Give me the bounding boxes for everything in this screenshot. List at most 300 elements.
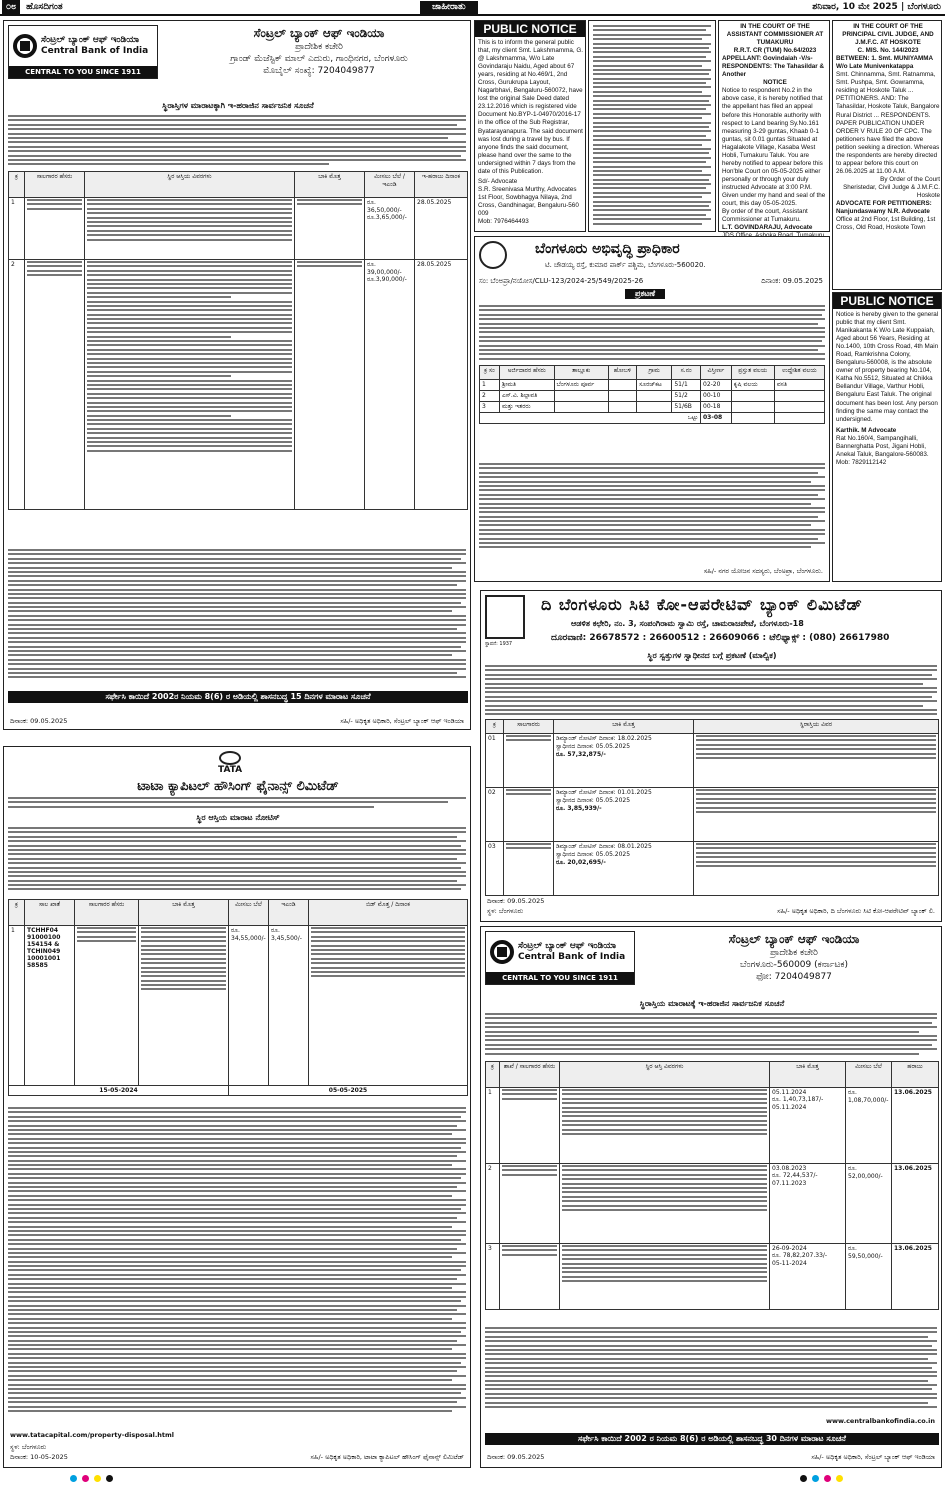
text-line [485, 1384, 937, 1386]
bda-column-header: ವಿಸ್ತೀರ್ಣ [701, 366, 732, 380]
cbi-intro-text [8, 115, 466, 168]
bda-ad [474, 236, 830, 582]
text-line [8, 128, 466, 130]
text-line [87, 349, 292, 351]
text-line [87, 322, 292, 324]
bda-sign: ಸಹಿ/- ನಗರ ಯೋಜನ ಸದಸ್ಯರು, ಬೆಂಅಪ್ರಾ, ಬೆಂಗಳೂರು. [703, 567, 823, 575]
text-line [485, 713, 937, 715]
text-line [8, 137, 448, 139]
text-line [87, 423, 292, 425]
text-line [479, 345, 825, 347]
text-line [479, 331, 825, 333]
text-line [485, 1039, 937, 1041]
bda-column-header: ಉದ್ದೇಶಿತ ವಲಯ [774, 366, 824, 380]
text-line [479, 318, 825, 320]
bda-title: ಬೆಂಗಳೂರು ಅಭಿವೃದ್ಧಿ ಪ್ರಾಧಿಕಾರ [535, 241, 680, 257]
text-line [8, 862, 466, 864]
text-line [485, 674, 932, 676]
tata-notice-title: ಸ್ಥಿರ ಆಸ್ತಿಯ ಮಾರಾಟ ನೋಟಿಸ್ [196, 813, 280, 822]
text-line [485, 1353, 937, 1355]
text-line [8, 1274, 466, 1276]
text-line [87, 270, 292, 272]
text-line [485, 1331, 937, 1333]
bda-subtitle: ಟಿ. ಚೌಡಯ್ಯ ರಸ್ತೆ, ಕುಮಾರ ಪಾರ್ಕ್ ಪಶ್ಚಿಮ, ಬೆಂಗಳೂರು-560020. [545, 261, 706, 269]
text-line [8, 1340, 457, 1342]
text-line [485, 1017, 937, 1019]
cbi-header: ಸೆಂಟ್ರಲ್ ಬ್ಯಾಂಕ್ ಆಫ್ ಇಂಡಿಯಾ ಪ್ರಾದೇಶಿಕ ಕಚೇರಿ ಬೆಂಗಳೂರು-560009 (ಕರ್ನಾಟಕ) ಫೋ: 7204049877 [728, 932, 860, 983]
text-line [479, 327, 825, 329]
registration-dot [800, 1475, 807, 1482]
text-line [485, 1358, 928, 1360]
public-notice-body: This is to inform the general public that, my client Smt. Lakshmamma, G. @ Lakshmamma, W/o Late Govindaraju Naidu, Aged about 67 years, residing at No.469/1, 2nd Cross, Gurukrupa Layout, Nagarbhavi, Bengaluru-560072, have lost the original Sale Deed dated 23.12.2016 which is registered vide Document No.BYP-1-04970/2016-17 in the office of the Sub Registrar, Byatarayanapura. The said document was lost during a travel by bus. If anyone finds the said document, please hand over the same to the undersigned within 7 days from the date of this Publication. Sd/- Advocate S.R. Sreenivasa Murthy, Advocates 1st Floor, Sowbhagya Nilaya, 2nd Cross, Gandhinagar, Bengaluru-560 009 Mob: 7976464493 [478, 39, 583, 226]
tata-logo-icon [219, 751, 241, 765]
text-line [593, 214, 706, 216]
bda-column-header: ಹೋಬಳಿ [608, 366, 636, 380]
text-line [8, 1287, 452, 1289]
text-line [8, 650, 466, 652]
text-line [8, 668, 466, 670]
cbi-logo-english: Central Bank of India [41, 46, 149, 56]
text-line [485, 1375, 937, 1377]
public-notice-title: PUBLIC NOTICE [833, 293, 941, 309]
text-line [8, 163, 329, 165]
text-line [593, 86, 711, 88]
coop-bank-logo-icon [485, 595, 525, 639]
bda-column-header: ಕ್ರ ಸಂ [480, 366, 500, 380]
text-line [8, 610, 452, 612]
text-line [8, 628, 457, 630]
text-line [485, 1345, 932, 1347]
text-line [479, 358, 825, 360]
text-line [87, 384, 292, 386]
text-line [8, 637, 466, 639]
text-line [8, 1335, 466, 1337]
text-line [485, 705, 923, 707]
text-line [593, 60, 711, 62]
text-line [8, 1309, 457, 1311]
table-row: 3 26-09-2024 ರೂ. 78,82,207.33/- 05-11-2024 ರೂ. 59,50,000/- 13.06.2025 [486, 1244, 939, 1310]
text-line [8, 1147, 461, 1149]
tata-date: ದಿನಾಂಕ: 10-05-2025 [10, 1453, 68, 1461]
text-line [8, 1234, 466, 1236]
text-line [8, 858, 457, 860]
text-line [8, 676, 466, 678]
text-line [8, 1327, 466, 1329]
text-line [8, 1248, 457, 1250]
coop-established: ಸ್ಥಾಪನೆ: 1937 [485, 641, 513, 647]
cbi-sign: ಸಹಿ/- ಅಧಿಕೃತ ಅಧಿಕಾರಿ, ಸೆಂಟ್ರಲ್ ಬ್ಯಾಂಕ್ ಆಫ್ ಇಂಡಿಯಾ [811, 1453, 935, 1461]
text-line [8, 1362, 461, 1364]
text-line [8, 124, 457, 126]
registration-dot [824, 1475, 831, 1482]
text-line [8, 150, 466, 152]
text-line [8, 1116, 461, 1118]
tata-table: ಕ್ರ ಸಾಲ ಖಾತೆ ಸಾಲಗಾರರ ಹೆಸರು ಬಾಕಿ ಮೊತ್ತ ಮೀಸಲು ಬೆಲೆ ಇಎಂಡಿ ಬಿಡ್ ಮೊತ್ತ / ದಿನಾಂಕ 1 TCHHF04 91000100 154154 & TCHIN049 10001001 58585 ರೂ. 34,55,000/- ರೂ. 3,45,500/- 15-05-2024 05-05-2025 [8, 899, 468, 1096]
text-line [87, 441, 292, 443]
text-line [593, 95, 711, 97]
text-line [8, 663, 466, 665]
text-line [485, 683, 923, 685]
text-line [593, 161, 706, 163]
text-line [87, 397, 292, 399]
text-line [87, 375, 231, 377]
text-line [8, 1217, 457, 1219]
text-line [8, 646, 461, 648]
cbi-logo [8, 25, 158, 79]
text-line [593, 205, 709, 207]
text-line [593, 152, 709, 154]
text-line [593, 183, 711, 185]
text-line [593, 117, 702, 119]
text-line [593, 38, 702, 40]
text-line [593, 135, 706, 137]
text-line [87, 362, 292, 364]
text-line [87, 292, 292, 294]
text-line [485, 709, 937, 711]
text-line [593, 130, 711, 132]
text-line [8, 845, 461, 847]
public-notice-2: PUBLIC NOTICE Notice is hereby given to the general public that my client Smt. Manikakanta K W/o Late Kuppaiah, Aged about 56 Years, Residing at No.1400, 10th Cross Road, 4th Main Road, Ramkrishna Colony, Bengaluru-560008, is the absolute owner of property bearing No.104, Katha No.5512, Situated at Chikka Bellandur Village, Varthur Hobli, Bengaluru East Taluk. The original document has been lost. Any person finding the same may contact the undersigned. Karthik. M Advocate Rat No.160/4, Sampangihalli, Bannerghatta Post, Jigani Hobli, Anekal Taluk, Bangalore-560083. Mob: 7829112142 [832, 292, 942, 582]
text-line [8, 1151, 466, 1153]
text-line [87, 388, 292, 390]
text-line [87, 380, 292, 382]
text-line [479, 503, 811, 505]
cbi-logo: ಸೆಂಟ್ರಲ್ ಬ್ಯಾಂಕ್ ಆಫ್ ಇಂಡಿಯಾ Central Bank of India CENTRAL TO YOU SINCE 1911 [485, 931, 635, 985]
text-line [8, 584, 457, 586]
text-line [593, 43, 711, 45]
text-line [8, 580, 466, 582]
text-line [485, 665, 937, 667]
text-line [593, 25, 711, 27]
cbi-top-table: ಕ್ರ ಸಾಲಗಾರರ ಹೆಸರು ಸ್ಥಿರ ಆಸ್ತಿಯ ವಿವರಗಳು ಬಾಕಿ ಮೊತ್ತ ಮೀಸಲು ಬೆಲೆ / ಇಎಂಡಿ ಇ-ಹರಾಜು ದಿನಾಂಕ 1 ರೂ. 36,50,000/- ರೂ.3,65,000/- 28.05.2025 2 ರೂ. 39,00,000/- ರೂ.3,90,000/- 28.05.2025 [8, 171, 468, 510]
cbi-logo-icon [13, 34, 37, 58]
registration-dot [812, 1475, 819, 1482]
text-line [485, 1402, 928, 1404]
tata-sign: ಸಹಿ/- ಅಧಿಕೃತ ಅಧಿಕಾರಿ, ಟಾಟಾ ಕ್ಯಾಪಿಟಲ್ ಹೌಸಿಂಗ್ ಫೈನಾನ್ಸ್ ಲಿಮಿಟೆಡ್ [310, 1453, 464, 1461]
text-line [8, 141, 466, 143]
text-line [485, 1022, 932, 1024]
text-line [8, 801, 448, 803]
text-line [8, 619, 466, 621]
table-row: 02 ಡಿಮ್ಯಾಂಡ್ ನೋಟಿಸ್ ದಿನಾಂಕ: 01.01.2025 ಸ್ವಾಧೀನದ ದಿನಾಂಕ: 05.05.2025 ರೂ. 3,85,939/- [486, 788, 939, 842]
court-notice-hoskote: IN THE COURT OF THE PRINCIPAL CIVIL JUDGE, AND J.M.F.C. AT HOSKOTE C. MIS. No. 144/2023 BETWEEN: 1. Smt. MUNIYAMMA W/o Late Munivenkatappa Smt. Chinnamma, Smt. Ratnamma, Smt. Pushpa, Smt. Gowramma, residing at Hoskote Taluk ... PETITIONERS. AND: The Tahasildar, Hoskote Taluk, Bangalore Rural District ... RESPONDENTS. PAPER PUBLICATION UNDER ORDER V RULE 20 OF CPC. The petitioners have filed the above petition seeking a direction. Whereas the respondents are hereby directed to appear before this court on 26.06.2025 at 11.00 A.M. By Order of the Court Sheristedar, Civil Judge & J.M.F.C. Hoskote ADVOCATE FOR PETITIONERS: Nanjundaswamy N.R. Advocate Office at 2nd Floor, 1st Building, 1st Cross, Old Road, Hoskote Town [832, 20, 942, 290]
text-line [8, 659, 466, 661]
text-line [8, 1230, 466, 1232]
text-line [8, 1107, 466, 1109]
text-line [87, 274, 292, 276]
text-line [485, 1013, 937, 1015]
text-line [87, 437, 292, 439]
text-line [593, 78, 711, 80]
text-line [593, 148, 711, 150]
text-line [593, 100, 709, 102]
bda-column-header: ಅರ್ಜಿದಾರರ ಹೆಸರು [499, 366, 554, 380]
tata-capital-ad [3, 746, 471, 1468]
text-line [485, 700, 937, 702]
court-case: C. MIS. No. 144/2023 [857, 47, 919, 55]
text-line [485, 687, 937, 689]
text-line [485, 1031, 919, 1033]
text-line [8, 624, 466, 626]
text-line [8, 654, 452, 656]
text-line [8, 888, 461, 890]
text-line [593, 69, 711, 71]
text-line [593, 108, 706, 110]
text-line [8, 1256, 452, 1258]
text-line [8, 1322, 466, 1324]
newspaper-name: ಹೊಸದಿಗಂತ [26, 2, 63, 12]
text-line [8, 1269, 461, 1271]
text-line [87, 371, 292, 373]
text-line [593, 51, 711, 53]
text-line [87, 353, 292, 355]
registration-dot [94, 1475, 101, 1482]
text-line [8, 1379, 452, 1381]
text-line [8, 836, 457, 838]
text-line [8, 1410, 452, 1412]
text-line [8, 1111, 466, 1113]
text-line [485, 678, 937, 680]
coop-place: ಸ್ಥಳ: ಬೆಂಗಳೂರು [487, 907, 524, 915]
text-line [479, 309, 825, 311]
text-line [87, 358, 292, 360]
text-line [485, 1336, 928, 1338]
text-line [8, 1313, 466, 1315]
text-line [8, 1177, 461, 1179]
bda-column-header: ಸ.ನಂ [672, 366, 701, 380]
table-row: ಒಟ್ಟು 03-08 [480, 413, 825, 424]
text-line [593, 187, 706, 189]
text-line [8, 1384, 466, 1386]
text-line [8, 115, 466, 117]
text-line [8, 871, 466, 873]
text-line [8, 606, 466, 608]
table-row: 1 ಶ್ರೀಮತಿ ಬೆಂಗಳೂರು ಪೂರ್ವ ಸೂರಜ್‌ಕಟ 51/1 02-20 ಕೃಷಿ ವಲಯ ವಸತಿ [480, 380, 825, 391]
text-line [87, 261, 292, 263]
court-notice-tumakuru: IN THE COURT OF THE ASSISTANT COMMISSIONER AT TUMAKURU R.R.T. CR (TUM) No.64/2023 APPELLANT: Govindaiah -V/s- RESPONDENTS: The Tahasildar & Another NOTICE Notice to respondent No.2 in the above case, it is hereby notified that the appellant has filed an appeal before this Honorable authority with respect to Land bearing Sy.No.161 measuring 3-29 guntas, Khaab 0-1 guntas, sit 0.01 guntas Situated at Hagalakote Village, Kasaba West Hobli, Tumakuru Taluk. You are hereby notified to appear before this Hon'ble Court on 05-05-2025 either personally or through your duly instructed Advocate at 3:00 P.M. Given under my hand and seal of the court, this day 05-05-2025. By order of the court, Assistant Commissioner at Tumakuru. L.T. GOVINDARAJU, Advocate [718, 20, 830, 232]
text-line [8, 119, 466, 121]
text-line [8, 1265, 466, 1267]
text-line [8, 806, 374, 808]
cbi-website[interactable]: www.centralbankofindia.co.in [826, 1417, 935, 1425]
text-line [8, 553, 466, 555]
table-row: 01 ಡಿಮ್ಯಾಂಡ್ ನೋಟಿಸ್ ದಿನಾಂಕ: 18.02.2025 ಸ್ವಾಧೀನದ ದಿನಾಂಕ: 05.05.2025 ರೂ. 57,32,875/- [486, 734, 939, 788]
tata-website[interactable]: www.tatacapital.com/property-disposal.html [10, 1431, 175, 1439]
issue-date: ಶನಿವಾರ, 10 ಮೇ 2025 | ಬೆಂಗಳೂರು [812, 2, 941, 12]
text-line [479, 349, 818, 351]
bda-column-header: ಗ್ರಾಮ [637, 366, 672, 380]
text-line [8, 1226, 452, 1228]
text-line [593, 157, 711, 159]
table-row: 3 ಮತ್ತು ಇತರರು 51/6B 00-18 [480, 402, 825, 413]
text-line [87, 327, 292, 329]
bda-column-header: ಪ್ರಸ್ತುತ ವಲಯ [731, 366, 774, 380]
text-line [8, 1305, 466, 1307]
text-line [485, 1367, 932, 1369]
text-line [87, 309, 292, 311]
text-line [485, 1026, 937, 1028]
kannada-notice-small [588, 20, 716, 232]
text-line [479, 516, 818, 518]
text-line [8, 1199, 466, 1201]
text-line [485, 1406, 937, 1408]
text-line [87, 450, 292, 452]
coop-bank-name: ದಿ ಬೆಂಗಳೂರು ಸಿಟಿ ಕೋ-ಆಪರೇಟಿವ್ ಬ್ಯಾಂಕ್ ಲಿಮಿಟೆಡ್ [541, 595, 863, 614]
text-line [8, 1375, 466, 1377]
text-line [8, 1388, 466, 1390]
text-line [87, 265, 292, 267]
cbi-date: ದಿನಾಂಕ: 09.05.2025 [487, 1453, 545, 1461]
text-line [479, 524, 811, 526]
text-line [8, 1129, 466, 1131]
text-line [8, 867, 461, 869]
text-line [8, 632, 466, 634]
text-line [87, 366, 292, 368]
text-line [479, 336, 825, 338]
text-line [8, 571, 466, 573]
text-line [593, 139, 711, 141]
cbi-phone: ಮೊಬೈಲ್ ಸಂಖ್ಯೆ: 7204049877 [263, 66, 375, 77]
cbi-sign: ಸಹಿ/- ಅಧಿಕೃತ ಅಧಿಕಾರಿ, ಸೆಂಟ್ರಲ್ ಬ್ಯಾಂಕ್ ಆಫ್ ಇಂಡಿಯಾ [340, 717, 464, 725]
text-line [8, 558, 461, 560]
text-line [485, 1397, 937, 1399]
text-line [485, 669, 937, 671]
bda-table [479, 365, 825, 424]
text-line [479, 529, 825, 531]
text-line [8, 827, 466, 829]
text-line [8, 589, 466, 591]
text-line [87, 402, 292, 404]
text-line [8, 1182, 466, 1184]
coop-bank-address: ಆಡಳಿತ ಕಛೇರಿ, ನಂ. 3, ಸಂಪಂಗಿರಾಮ ಸ್ವಾಮಿ ರಸ್ತೆ, ಚಾಮರಾಜಪೇಟೆ, ಬೆಂಗಳೂರು-18 [571, 619, 804, 628]
text-line [479, 498, 825, 500]
text-line [8, 1353, 466, 1355]
cbi-date: ದಿನಾಂಕ: 09.05.2025 [10, 717, 68, 725]
text-line [8, 155, 461, 157]
text-line [8, 641, 466, 643]
text-line [593, 192, 711, 194]
text-line [8, 884, 466, 886]
court-case: R.R.T. CR (TUM) No.64/2023 [733, 47, 817, 55]
text-line [479, 305, 825, 307]
text-line [8, 1318, 452, 1320]
text-line [8, 853, 466, 855]
cbi-notice-title: ಸ್ಥಿರಾಸ್ತಿಗಳ ಮಾರಾಟಕ್ಕಾಗಿ ಇ-ಹರಾಜಿನ ಸಾರ್ವಜನಿಕ ಸೂಚನೆ [162, 101, 314, 110]
text-line [479, 520, 825, 522]
text-line [8, 1195, 452, 1197]
text-line [479, 494, 818, 496]
text-line [593, 209, 711, 211]
text-line [479, 542, 825, 544]
cbi-top-ad [3, 20, 471, 730]
text-line [8, 1142, 466, 1144]
text-line [593, 166, 711, 168]
text-line [593, 34, 711, 36]
text-line [479, 489, 825, 491]
text-line [8, 1392, 461, 1394]
text-line [8, 797, 466, 799]
text-line [593, 91, 702, 93]
masthead [0, 0, 945, 16]
text-line [485, 1048, 937, 1050]
text-line [479, 533, 825, 535]
text-line [485, 1393, 937, 1395]
text-line [485, 1362, 937, 1364]
text-line [593, 56, 706, 58]
text-line [479, 323, 818, 325]
cbi-office: ಪ್ರಾದೇಶಿಕ ಕಚೇರಿ [295, 42, 343, 53]
text-line [8, 1133, 452, 1135]
text-line [87, 287, 292, 289]
text-line [593, 174, 711, 176]
registration-dot [82, 1475, 89, 1482]
text-line [479, 476, 825, 478]
text-line [485, 1340, 937, 1342]
table-row: 2 ರೂ. 39,00,000/- ರೂ.3,90,000/- 28.05.2025 [9, 260, 468, 510]
bda-column-header: ತಾಲ್ಲೂಕು [554, 366, 608, 380]
text-line [8, 593, 466, 595]
text-line [8, 562, 466, 564]
text-line [8, 875, 466, 877]
text-line [479, 314, 822, 316]
text-line [8, 1406, 466, 1408]
text-line [593, 223, 702, 225]
text-line [593, 47, 709, 49]
text-line [8, 1243, 466, 1245]
text-line [8, 602, 461, 604]
text-line [87, 445, 292, 447]
text-line [87, 428, 292, 430]
bda-date: ದಿನಾಂಕ: 09.05.2025 [761, 277, 823, 285]
text-line [485, 1349, 937, 1351]
text-line [8, 1401, 457, 1403]
text-line [8, 1120, 466, 1122]
text-line [87, 305, 292, 307]
coop-sign: ಸಹಿ/- ಅಧಿಕೃತ ಅಧಿಕಾರಿ, ದಿ ಬೆಂಗಳೂರು ಸಿಟಿ ಕೋ-ಆಪರೇಟಿವ್ ಬ್ಯಾಂಕ್ ಲಿ. [777, 907, 935, 915]
text-line [87, 336, 231, 338]
text-line [8, 1397, 466, 1399]
cbi-statutory-strip: ಸರ್ಫೇಸಿ ಕಾಯಿದೆ 2002 ರ ನಿಯಮ 8(6) ರ ಅಡಿಯಲ್ಲಿ ಶಾಸನಬದ್ಧ 30 ದಿನಗಳ ಮಾರಾಟ ಸೂಚನೆ [485, 1433, 939, 1445]
text-line [8, 1296, 466, 1298]
text-line [87, 283, 292, 285]
text-line [593, 113, 711, 115]
text-line [479, 507, 825, 509]
text-line [593, 82, 706, 84]
text-line [485, 1044, 932, 1046]
text-line [87, 301, 292, 303]
text-line [8, 1252, 466, 1254]
text-line [87, 432, 292, 434]
tata-name: ಟಾಟಾ ಕ್ಯಾಪಿಟಲ್ ಹೌಸಿಂಗ್ ಫೈನಾನ್ಸ್ ಲಿಮಿಟೆಡ್ [137, 779, 339, 794]
text-line [87, 419, 292, 421]
text-line [8, 1173, 466, 1175]
cbi-statutory-strip: ಸರ್ಫೇಸಿ ಕಾಯಿದೆ 2002ರ ನಿಯಮ 8(6) ರ ಅಡಿಯಲ್ಲಿ ಶಾಸನಬದ್ಧ 15 ದಿನಗಳ ಮಾರಾಟ ಸೂಚನೆ [8, 691, 468, 703]
text-line [479, 546, 811, 548]
text-line [8, 1138, 466, 1140]
text-line [8, 1348, 452, 1350]
text-line [8, 1208, 461, 1210]
cbi-bottom-ad [480, 926, 942, 1468]
text-line [87, 406, 292, 408]
text-line [485, 1327, 937, 1329]
text-line [479, 463, 825, 465]
text-line [8, 133, 466, 135]
text-line [8, 597, 466, 599]
text-line [8, 549, 466, 551]
text-line [8, 1190, 466, 1192]
table-row: 1 ರೂ. 36,50,000/- ರೂ.3,65,000/- 28.05.2025 [9, 198, 468, 260]
text-line [8, 1239, 461, 1241]
